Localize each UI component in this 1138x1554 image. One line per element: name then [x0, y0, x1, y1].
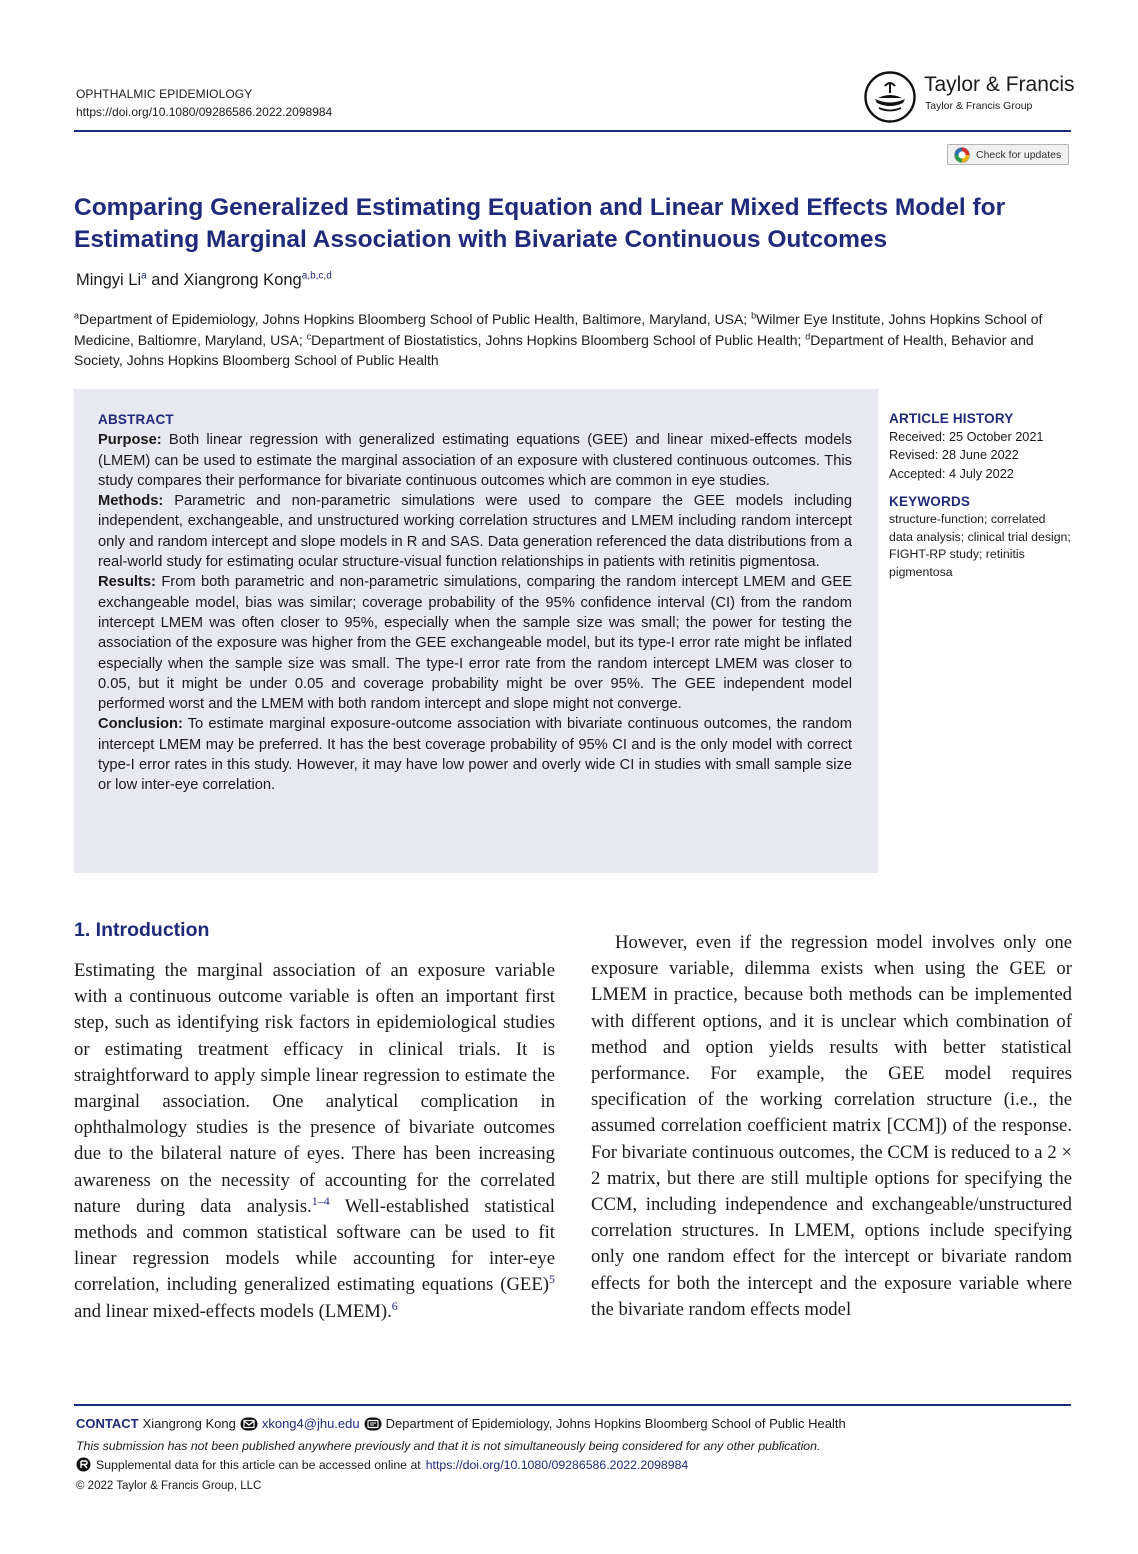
- revised-date: Revised: 28 June 2022: [889, 448, 1019, 463]
- citation-link[interactable]: 1–4: [311, 1193, 330, 1208]
- article-doi-link[interactable]: https://doi.org/10.1080/09286586.2022.2098984: [76, 105, 333, 119]
- affiliation-text: Wilmer Eye Institute, Johns Hopkins School of Medicine, Baltiomre, Maryland, USA;: [74, 311, 1043, 348]
- author-conjunction: and: [146, 271, 184, 289]
- body-paragraph: [74, 958, 555, 1325]
- paragraph-text: Well-established statistical methods and common statistical software can be used to fit linear regression models while accounting for inter-eye correlation, including generalized estimating equations (GEE): [74, 1195, 555, 1296]
- contact-name: Xiangrong Kong: [142, 1416, 236, 1431]
- affiliation-marker: b: [751, 310, 757, 321]
- affiliation-text: Department of Epidemiology, Johns Hopkins Bloomberg School of Public Health, Baltimore, Maryland, USA;: [79, 311, 752, 327]
- abstract-conclusion: [98, 714, 852, 795]
- body-column-right: [591, 930, 1072, 1323]
- crossmark-icon: [954, 147, 970, 163]
- article-title: Comparing Generalized Estimating Equation and Linear Mixed Effects Model for Estimating Marginal Association with Bivariate Continuous Outcomes: [74, 194, 1006, 253]
- methods-text: Parametric and non-parametric simulations were used to compare the GEE models including independent, exchangeable, and unstructured working correlation structures and LMEM including random intercept only and random intercept and slope models in R and SAS. Data generation referenced the data distributions from a real-world study for estimating ocular structure-visual function relationships in patients with retinitis pigmentosa.: [98, 493, 852, 571]
- article-history-heading: ARTICLE HISTORY: [889, 411, 1014, 426]
- conclusion-text: To estimate marginal exposure-outcome association with bivariate continuous outcomes, the random intercept LMEM may be preferred. It has the best coverage probability of 95% CI and is the only model with correct type-I error rates in this study. However, it may have low power and overly wide CI in studies with small sample size or low inter-eye correlation.: [98, 716, 852, 794]
- abstract: [98, 410, 852, 796]
- address-icon: [364, 1417, 382, 1431]
- conclusion-label: Conclusion:: [98, 716, 183, 733]
- supplemental-link[interactable]: https://doi.org/10.1080/09286586.2022.2098984: [425, 1457, 689, 1472]
- supplemental-text: Supplemental data for this article can be accessed online at: [96, 1457, 421, 1472]
- keywords-list: structure-function; correlated data analysis; clinical trial design; FIGHT-RP study; retinitis pigmentosa: [889, 512, 1071, 579]
- supplemental-data-icon: [76, 1457, 91, 1472]
- abstract-heading: ABSTRACT: [98, 412, 174, 427]
- supplemental-line: [76, 1457, 688, 1472]
- section-heading-introduction: 1. Introduction: [74, 919, 210, 941]
- email-icon: [240, 1417, 258, 1431]
- received-date: Received: 25 October 2021: [889, 430, 1044, 445]
- check-for-updates-label: Check for updates: [976, 148, 1062, 161]
- results-label: Results:: [98, 574, 156, 591]
- citation-link[interactable]: 6: [391, 1298, 398, 1313]
- footer-divider: [74, 1404, 1071, 1406]
- article-sidebar: [889, 410, 1071, 581]
- affiliations: [74, 309, 1064, 371]
- paragraph-text: and linear mixed-effects models (LMEM).: [74, 1300, 392, 1322]
- author-name: Xiangrong Kong: [183, 271, 302, 289]
- publisher-name: Taylor & Francis: [924, 73, 1075, 96]
- author-list: [76, 271, 332, 290]
- contact-label: CONTACT: [76, 1416, 139, 1431]
- contact-department: Department of Epidemiology, Johns Hopkins Bloomberg School of Public Health: [385, 1416, 846, 1431]
- accepted-date: Accepted: 4 July 2022: [889, 466, 1014, 481]
- results-text: From both parametric and non-parametric simulations, comparing the random intercept LMEM and GEE exchangeable model, bias was similar; coverage probability of the 95% confidence interval (CI) from the random intercept LMEM was often closer to 95%, especially when the sample size was small; the power for testing the association of the exposure was higher from the GEE exchangeable model, but its type-I error rate might be inflated especially when the sample size was small. The type-I error rate from the random intercept LMEM was closer to 0.05, but it might be under 0.05 and coverage probability might be over 95%. The GEE independent model performed worst and the LMEM with both random intercept and slope might not converge.: [98, 574, 852, 713]
- purpose-text: Both linear regression with generalized estimating equations (GEE) and linear mixed-effects models (LMEM) can be used to estimate the marginal association of an exposure with clustered continuous outcomes. This study compares their performance for bivariate continuous outcomes which are common in eye studies.: [98, 432, 852, 489]
- purpose-label: Purpose:: [98, 432, 162, 449]
- abstract-results: [98, 572, 852, 714]
- copyright-notice: © 2022 Taylor & Francis Group, LLC: [76, 1480, 262, 1492]
- author-affiliation-marker: a,b,c,d: [301, 270, 332, 282]
- affiliation-text: Department of Health, Behavior and Society, Johns Hopkins Bloomberg School of Public Health: [74, 331, 1034, 368]
- author-affiliation-marker: a: [141, 270, 147, 282]
- affiliation-text: Department of Biostatistics, Johns Hopkins Bloomberg School of Public Health;: [311, 331, 806, 348]
- body-paragraph: However, even if the regression model involves only one exposure variable, dilemma exists when using the GEE or LMEM in practice, because both methods can be implemented with different options, and it is unclear which combination of method and option yields results with better statistical performance. For example, the GEE model requires specification of the working correlation structure (i.e., the assumed correlation coefficient matrix [CCM]) of the response. For bivariate continuous outcomes, the CCM is reduced to a 2 × 2 matrix, but there are still multiple options for specifying the CCM, including independence and exchangeable/unstructured correlation structures. In LMEM, options include specifying only one random effect for the intercept or bivariate random effects for both the intercept and the exposure variable where the bivariate random effects model: [591, 932, 1072, 1320]
- abstract-methods: [98, 491, 852, 572]
- contact-line: [76, 1416, 846, 1431]
- affiliation-marker: d: [805, 330, 811, 341]
- abstract-purpose: [98, 430, 852, 491]
- contact-email-link[interactable]: xkong4@jhu.edu: [261, 1416, 360, 1431]
- submission-statement: This submission has not been published anywhere previously and that it is not simultaneously being considered for any other publication.: [76, 1439, 821, 1453]
- methods-label: Methods:: [98, 493, 164, 510]
- check-for-updates-button[interactable]: [947, 144, 1069, 165]
- author-name: Mingyi Li: [76, 271, 142, 289]
- journal-name: OPHTHALMIC EPIDEMIOLOGY: [76, 87, 253, 101]
- paragraph-text: Estimating the marginal association of an exposure variable with a continuous outcome variable is often an important first step, such as identifying risk factors in epidemiological studies or estimating treatment efficacy in clinical trials. It is straightforward to apply simple linear regression to estimate the marginal association. One analytical complication in ophthalmology studies is the presence of bivariate outcomes due to the bilateral nature of eyes. There has been increasing awareness on the necessity of accounting for the correlated nature during data analysis.: [74, 960, 555, 1217]
- taylor-francis-logo-icon: [863, 70, 917, 124]
- header-divider: [74, 130, 1071, 132]
- affiliation-marker: c: [306, 330, 312, 341]
- keywords-heading: KEYWORDS: [889, 493, 971, 509]
- publisher-group: Taylor & Francis Group: [925, 100, 1033, 112]
- affiliation-marker: a: [74, 310, 80, 321]
- body-column-left: [74, 958, 555, 1325]
- citation-link[interactable]: 5: [549, 1272, 555, 1287]
